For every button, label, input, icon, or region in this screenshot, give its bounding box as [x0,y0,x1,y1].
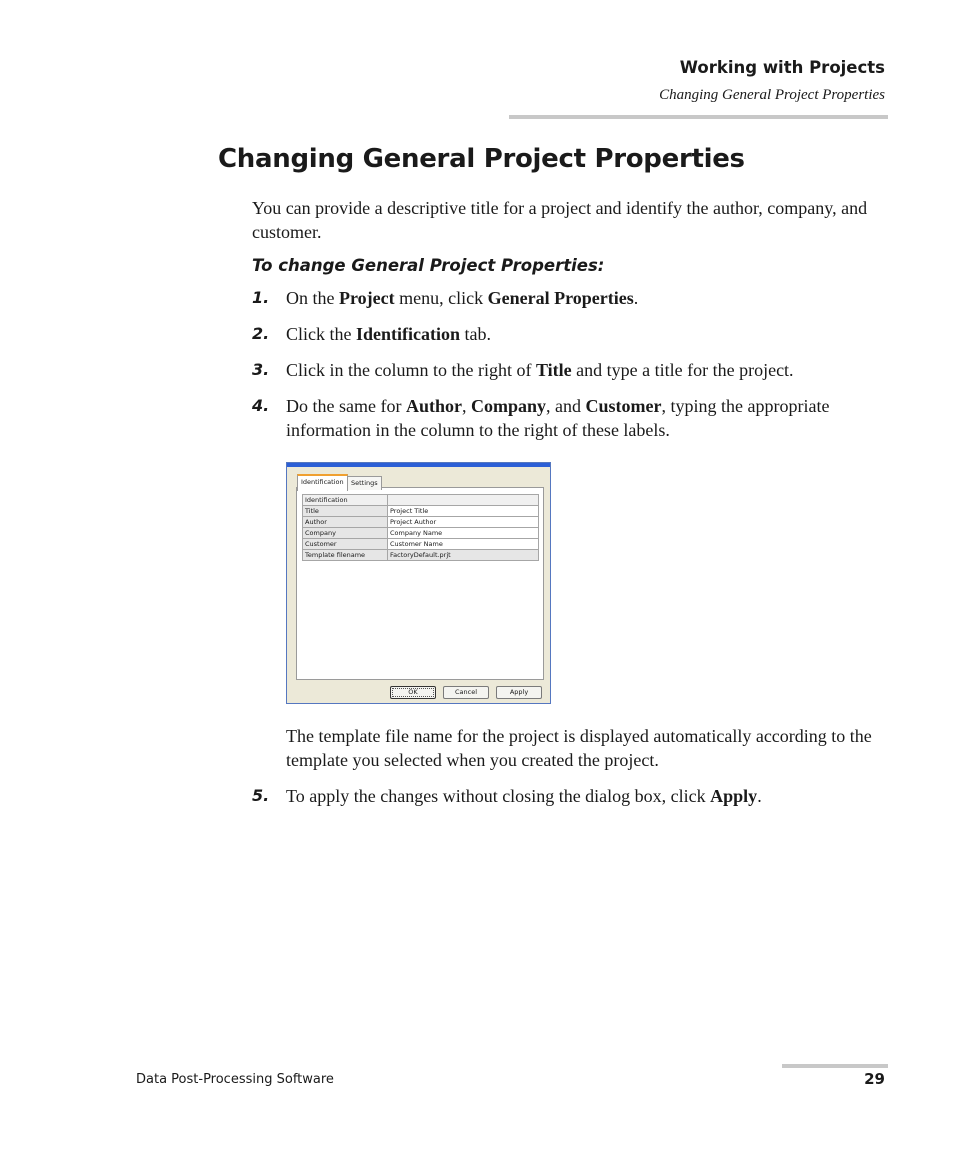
step-text: Click the Identification tab. [286,324,492,344]
apply-button[interactable]: Apply [496,686,542,699]
grid-key: Company [303,528,388,539]
grid-row[interactable] [303,539,539,550]
procedure-heading: To change General Project Properties: [252,256,605,275]
grid-key: Author [303,517,388,528]
grid-key: Template filename [303,550,388,561]
grid-row[interactable] [303,528,539,539]
identification-grid [302,494,539,561]
footer-rule [782,1064,888,1068]
dialog-tab-panel [296,478,544,680]
grid-value-title[interactable]: Project Title [388,506,539,517]
step-text: On the Project menu, click General Properties. [286,288,639,308]
header-rule [509,115,888,119]
dialog-title-bar [287,463,550,467]
grid-row[interactable] [303,517,539,528]
grid-header-cell: Identification [303,495,388,506]
step-number: 3. [252,360,270,379]
grid-value-author[interactable]: Project Author [388,517,539,528]
step-text: To apply the changes without closing the dialog box, click Apply. [286,786,762,806]
grid-value-company[interactable]: Company Name [388,528,539,539]
grid-row[interactable] [303,506,539,517]
cancel-button[interactable]: Cancel [443,686,489,699]
grid-value-template: FactoryDefault.prjt [388,550,539,561]
intro-paragraph: You can provide a descriptive title for a project and identify the author, company, and customer. [252,198,868,242]
grid-value-customer[interactable]: Customer Name [388,539,539,550]
page-title: Changing General Project Properties [218,144,745,174]
step-text: Click in the column to the right of Title and type a title for the project. [286,360,794,380]
grid-row [303,550,539,561]
step-number: 5. [252,786,270,805]
page-number: 29 [864,1070,885,1088]
grid-header-row [303,495,539,506]
step-text: Do the same for Author, Company, and Customer, typing the appropriate information in the column to the right of these labels. [286,396,830,440]
running-header-section: Changing General Project Properties [659,87,885,103]
grid-header-value [388,495,539,506]
ok-button[interactable]: OK [390,686,436,699]
step-number: 1. [252,288,270,307]
step-number: 4. [252,396,270,415]
grid-key: Title [303,506,388,517]
general-properties-dialog-screenshot [286,462,551,704]
tab-identification[interactable]: Identification [297,474,348,491]
grid-key: Customer [303,539,388,550]
running-header-chapter: Working with Projects [679,58,885,77]
footer-product-name: Data Post-Processing Software [136,1072,334,1087]
tab-settings[interactable]: Settings [347,476,382,490]
template-note: The template file name for the project is displayed automatically according to the template you selected when you created the project. [286,726,872,770]
step-number: 2. [252,324,270,343]
